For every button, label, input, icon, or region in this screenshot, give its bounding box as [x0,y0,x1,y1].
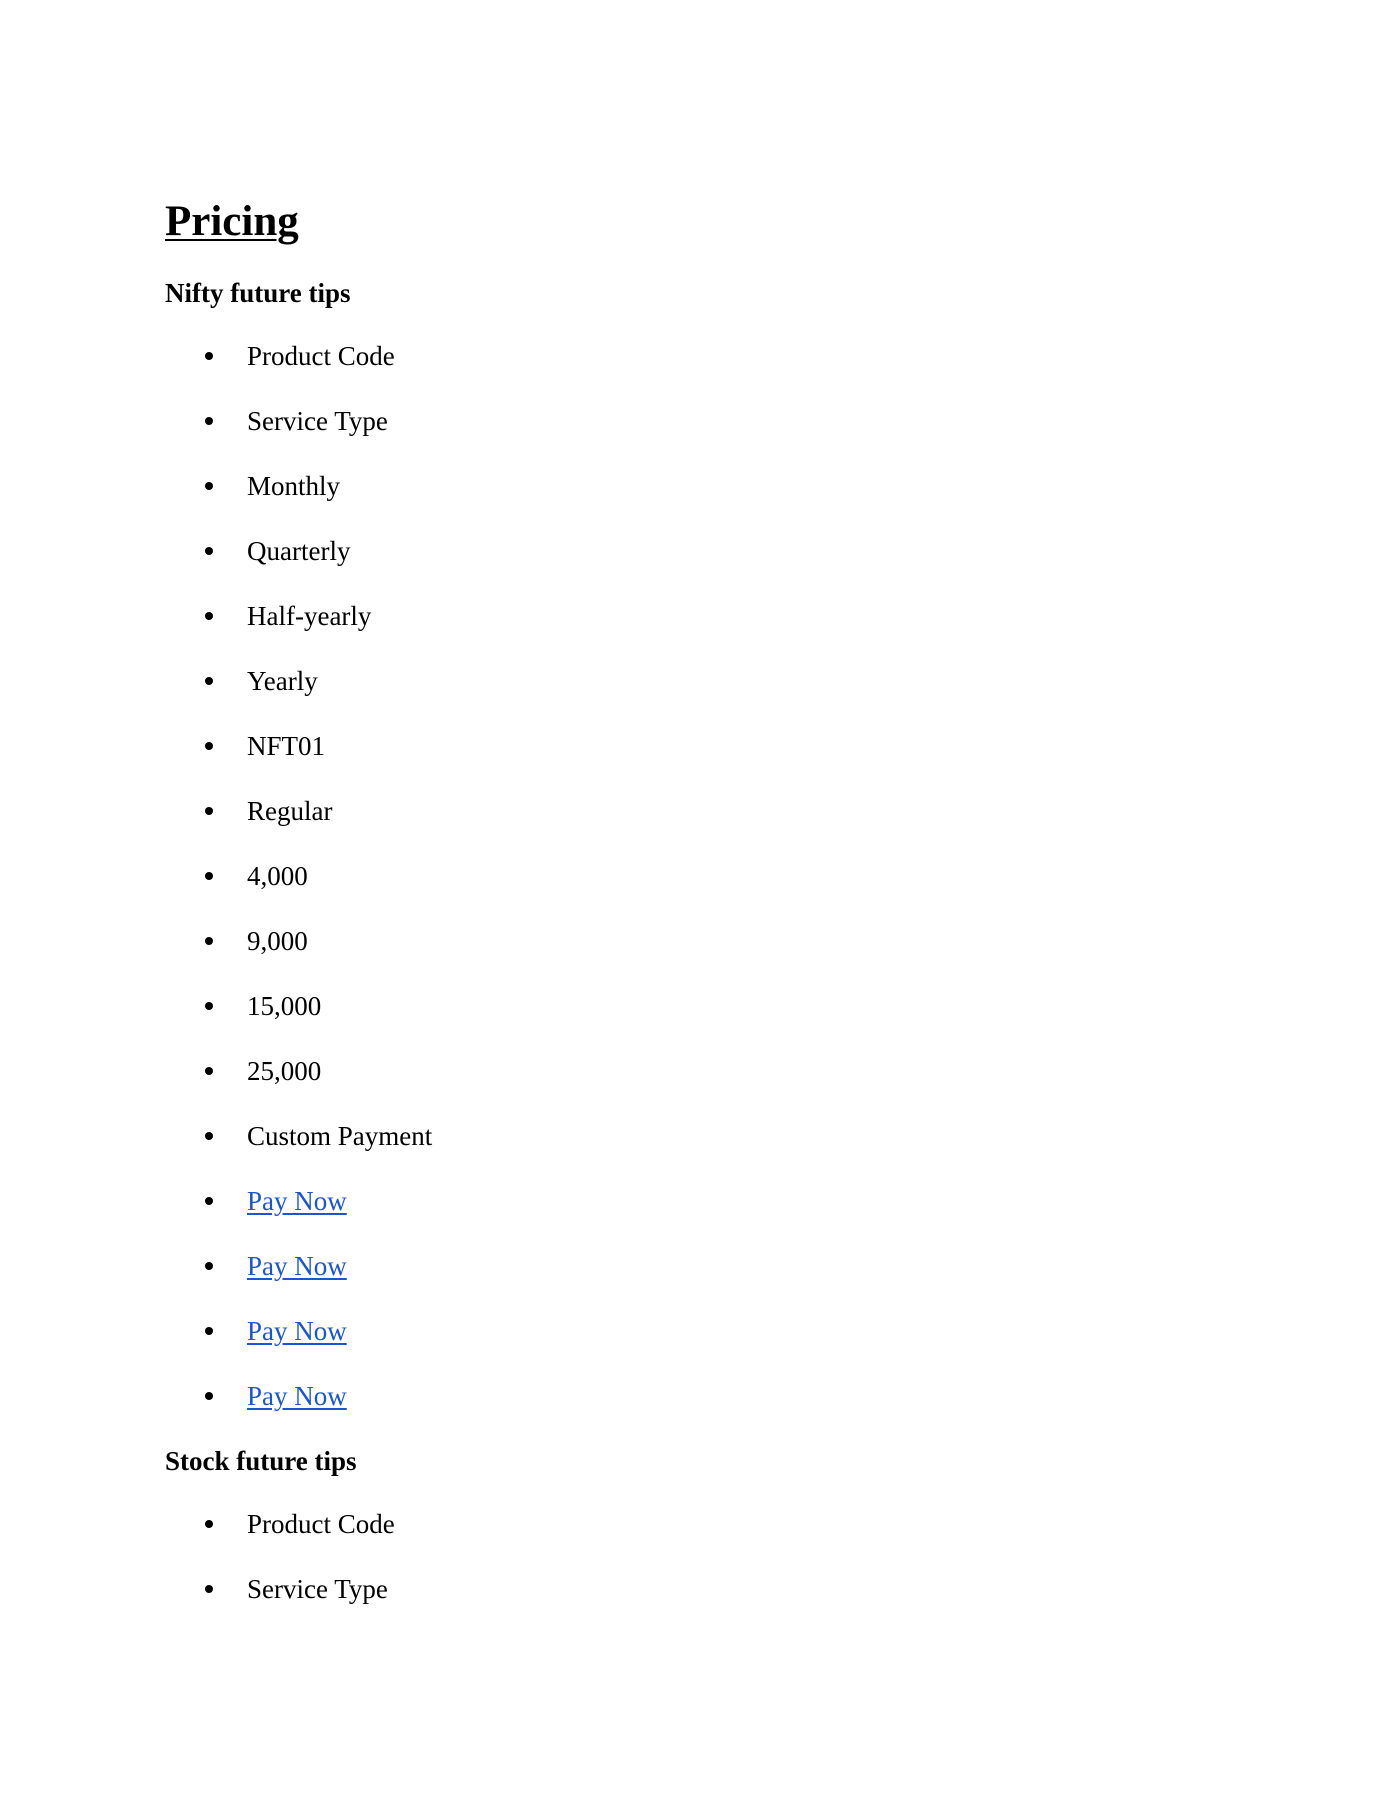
bullet-icon [205,807,213,815]
stock-future-tips-list [165,1504,395,1634]
list-item [165,531,432,596]
list-item [165,791,432,856]
list-item [165,1116,432,1181]
bullet-icon [205,1327,213,1335]
bullet-icon [205,937,213,945]
bullet-icon [205,1262,213,1270]
list-item-text: 9,000 [247,926,308,956]
bullet-icon [205,677,213,685]
bullet-icon [205,1002,213,1010]
bullet-icon [205,352,213,360]
list-item-text: Half-yearly [247,601,372,631]
list-item [165,336,432,401]
list-item [165,596,432,661]
pay-now-link[interactable]: Pay Now [247,1381,347,1411]
list-item [165,1569,395,1634]
list-item [165,1181,432,1246]
bullet-icon [205,1392,213,1400]
list-item [165,661,432,726]
pay-now-link[interactable]: Pay Now [247,1316,347,1346]
bullet-icon [205,1197,213,1205]
section-heading-stock-future-tips: Stock future tips [165,1446,357,1476]
list-item [165,401,432,466]
list-item [165,1246,432,1311]
list-item [165,986,432,1051]
pay-now-link[interactable]: Pay Now [247,1186,347,1216]
list-item [165,1376,432,1441]
bullet-icon [205,417,213,425]
list-item-text: Product Code [247,341,395,371]
bullet-icon [205,1585,213,1593]
list-item-text: 15,000 [247,991,322,1021]
nifty-future-tips-list [165,336,432,1441]
list-item [165,921,432,986]
list-item [165,1311,432,1376]
bullet-icon [205,612,213,620]
list-item-text: 25,000 [247,1056,322,1086]
bullet-icon [205,547,213,555]
pay-now-link[interactable]: Pay Now [247,1251,347,1281]
list-item-text: Custom Payment [247,1121,433,1151]
list-item [165,856,432,921]
list-item-text: Monthly [247,471,341,501]
page-title: Pricing [165,198,299,245]
list-item [165,1051,432,1116]
bullet-icon [205,1132,213,1140]
list-item-text: Yearly [247,666,318,696]
list-item [165,1504,395,1569]
list-item-text: Quarterly [247,536,351,566]
bullet-icon [205,872,213,880]
list-item-text: Service Type [247,406,388,436]
bullet-icon [205,1067,213,1075]
list-item-text: NFT01 [247,731,326,761]
bullet-icon [205,482,213,490]
list-item-text: Regular [247,796,333,826]
list-item-text: Service Type [247,1574,388,1604]
section-heading-nifty-future-tips: Nifty future tips [165,278,351,308]
list-item-text: Product Code [247,1509,395,1539]
list-item [165,466,432,531]
list-item [165,726,432,791]
bullet-icon [205,1520,213,1528]
bullet-icon [205,742,213,750]
list-item-text: 4,000 [247,861,308,891]
